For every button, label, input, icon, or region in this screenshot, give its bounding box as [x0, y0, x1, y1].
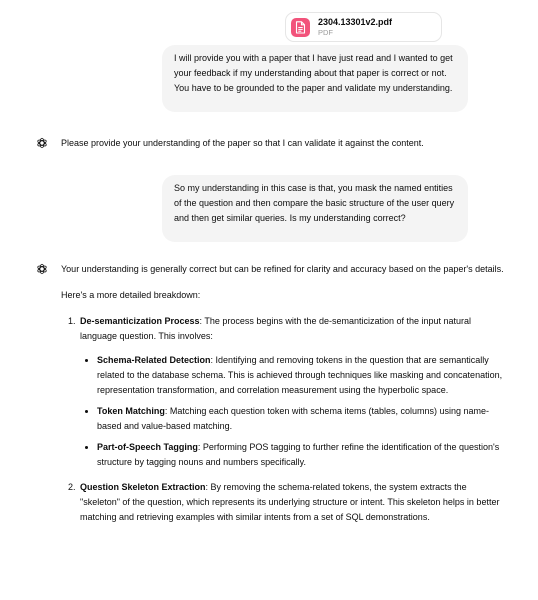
- sub-item: [97, 404, 506, 434]
- attachment-filetype: PDF: [318, 28, 333, 37]
- user-message-2: So my understanding in this case is that, you mask the named entities of the question and then compare the basic structure of the user query and then get similar queries. Is my understanding correct?: [162, 175, 468, 242]
- step-text: : By removing the schema-related tokens, the system extracts the "skeleton" of the question, which represents its underlying structure or intent. This skeleton helps in better matching and retrieving examples with similar intents from a set of SQL demonstrations.: [80, 482, 500, 522]
- step-text: : The process begins with the de-semanticization of the input natural language question. This involves:: [80, 316, 472, 341]
- document-icon: [291, 18, 310, 37]
- sub-item-text: : Matching each question token with schema items (tables, columns) using name-based and value-based matching.: [97, 406, 489, 431]
- sub-item: [97, 440, 506, 470]
- attachment-filename: 2304.13301v2.pdf: [318, 17, 393, 27]
- step-title: De-semanticization Process: [80, 316, 200, 326]
- breakdown-list: [61, 314, 506, 525]
- pdf-attachment-card[interactable]: [285, 12, 442, 42]
- sub-item-text: : Performing POS tagging to further refine the identification of the question's structure by tagging nouns and numbers specifically.: [97, 442, 500, 467]
- openai-logo-icon: [36, 263, 48, 275]
- sub-list: [80, 353, 506, 470]
- step-title: Question Skeleton Extraction: [80, 482, 206, 492]
- assistant-message-2: [61, 262, 506, 535]
- assistant-intro: Your understanding is generally correct but can be refined for clarity and accuracy based on the paper's details.: [61, 264, 504, 274]
- sub-item-text: : Identifying and removing tokens in the question that are semantically related to the database schema. This is achieved through techniques like masking and concatenation, representation transformation, and correlation measurement using the hyperbolic space.: [97, 355, 503, 395]
- sub-item-title: Token Matching: [97, 406, 165, 416]
- assistant-lead: Here's a more detailed breakdown:: [61, 290, 201, 300]
- user-message-1: I will provide you with a paper that I have just read and I wanted to get your feedback if my understanding about that paper is correct or not. You have to be grounded to the paper and validate my understanding.: [162, 45, 468, 112]
- sub-item: [97, 353, 506, 398]
- breakdown-step: [78, 480, 506, 525]
- openai-logo-icon: [36, 137, 48, 149]
- sub-item-title: Schema-Related Detection: [97, 355, 211, 365]
- assistant-message-1: Please provide your understanding of the paper so that I can validate it against the content.: [61, 138, 424, 148]
- breakdown-step: [78, 314, 506, 470]
- sub-item-title: Part-of-Speech Tagging: [97, 442, 198, 452]
